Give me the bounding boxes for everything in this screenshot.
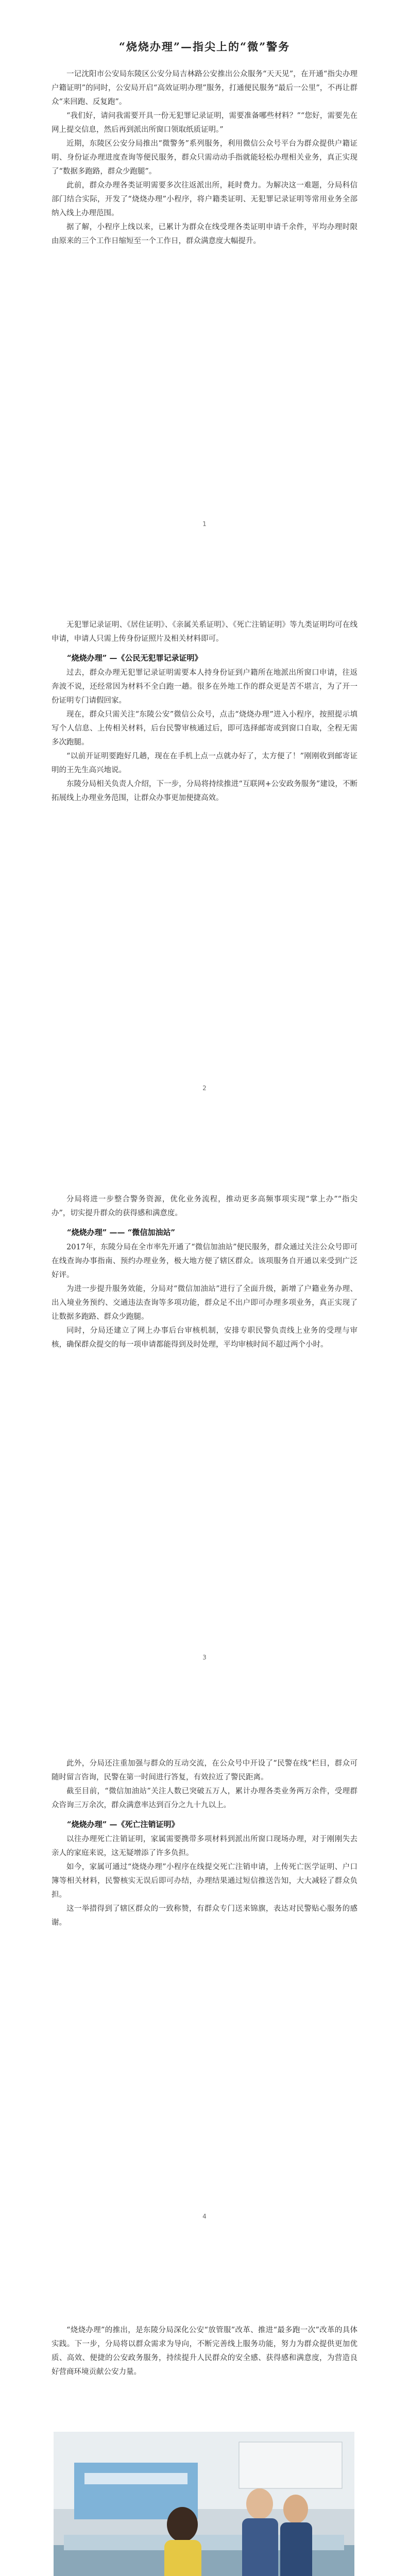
page-number: 3 (202, 1654, 207, 1661)
page-number: 2 (202, 1084, 207, 1092)
paragraph: 如今，家属可通过“烧烧办理”小程序在线提交死亡注销申请，上传死亡医学证明、户口簿等相关材料，民警核实无误后即可办结，办理结果通过短信推送告知，大大减轻了群众负担。 (52, 1863, 357, 1899)
page-3 (52, 1193, 357, 1352)
page-number: 4 (202, 2213, 207, 2220)
paragraph: “我们好，请问我需要开具一份无犯罪记录证明，需要准备哪些材料？”“您好，需要先在网上提交信息，然后再到派出所窗口领取纸质证明。” (52, 112, 357, 134)
paragraph: 同时，分局还建立了网上办事后台审核机制，安排专职民警负责线上业务的受理与审核，确保群众提交的每一项申请都能得到及时处理，平均审核时间不超过两个小时。 (52, 1327, 357, 1349)
paragraph: 分局将进一步整合警务资源，优化业务流程，推动更多高频事项实现“掌上办”“指尖办”，切实提升群众的获得感和满意度。 (52, 1195, 357, 1217)
paragraph: 近期，东陵区公安分局推出“微警务”系列服务，利用微信公众号平台为群众提供户籍证明、身份证办理进度查询等便民服务，群众只需动动手指就能轻松办理相关业务，真正实现了“数据多跑路，群众少跑腿”。 (52, 140, 357, 176)
paragraph: 这一举措得到了辖区群众的一致称赞，有群众专门送来锦旗，表达对民警贴心服务的感谢。 (52, 1905, 357, 1927)
paragraph: 为进一步提升服务效能，分局对“微信加油站”进行了全面升级，新增了户籍业务办理、出入境业务预约、交通违法查询等多项功能，群众足不出户即可办理多项业务，真正实现了让数据多跑路、群众少跑腿。 (52, 1285, 357, 1321)
paragraph: 截至目前，“微信加油站”关注人数已突破五万人，累计办理各类业务两万余件，受理群众咨询三万余次，群众满意率达到百分之九十九以上。 (52, 1787, 357, 1809)
paragraph: 一记沈阳市公安局东陵区公安分局吉林路公安推出公众服务“天天见”，在开通“指尖办理户籍证明”的同时，公安局开启“高效证明办理”服务，打通便民服务“最后一公里”，不再让群众“来回跑、反复跑”。 (52, 70, 357, 106)
paragraph: 过去，群众办理无犯罪记录证明需要本人持身份证到户籍所在地派出所窗口申请，往返奔波不说，还经常因为材料不全白跑一趟。很多在外地工作的群众更是苦不堪言，为了开一份证明专门请假回家。 (52, 669, 357, 705)
paragraph: 以往办理死亡注销证明，家属需要携带多项材料到派出所窗口现场办理，对于刚刚失去亲人的家庭来说，这无疑增添了许多负担。 (52, 1835, 357, 1857)
paragraph: 据了解，小程序上线以来，已累计为群众在线受理各类证明申请千余件，平均办理时限由原来的三个工作日缩短至一个工作日，群众满意度大幅提升。 (52, 223, 357, 245)
paragraph: “以前开证明要跑好几趟，现在在手机上点一点就办好了，太方便了！”刚刚收到邮寄证明的王先生高兴地说。 (52, 752, 357, 774)
page-number: 1 (202, 520, 207, 528)
section-heading: “烧烧办理” —— “微信加油站” (67, 1228, 175, 1237)
article-title: “烧烧办理”—指尖上的“微”警务 (118, 40, 291, 53)
paragraph: 此前，群众办理各类证明需要多次往返派出所，耗时费力。为解决这一难题，分局科信部门结合实际，开发了“烧烧办理”小程序，将户籍类证明、无犯罪记录证明等常用业务全部纳入线上办理范围。 (52, 181, 357, 217)
paragraph: “烧烧办理”的推出，是东陵分局深化公安“放管服”改革、推进“最多跑一次”改革的具体实践。下一步，分局将以群众需求为导向，不断完善线上服务功能，努力为群众提供更加优质、高效、便捷的公安政务服务，持续提升人民群众的安全感、获得感和满意度，为营造良好营商环境贡献公安力量。 (52, 2326, 357, 2376)
police-counter-photo (54, 2432, 354, 2576)
page-4 (52, 1757, 357, 1930)
page-2 (52, 618, 357, 805)
section-heading: “烧烧办理” —《公民无犯罪记录证明》 (67, 653, 202, 663)
paragraph: 2017年，东陵分局在全市率先开通了“微信加油站”便民服务，群众通过关注公众号即可在线查询办事指南、预约办理业务，极大地方便了辖区群众。该项服务自开通以来受到广泛好评。 (52, 1243, 357, 1279)
paragraph: 现在，群众只需关注“东陵公安”微信公众号，点击“烧烧办理”进入小程序，按照提示填写个人信息、上传相关材料，后台民警审核通过后，即可选择邮寄或到窗口自取，全程无需多次跑腿。 (52, 710, 357, 747)
paragraph: 无犯罪记录证明、《居住证明》、《亲属关系证明》、《死亡注销证明》等九类证明均可在线申请，申请人只需上传身份证照片及相关材料即可。 (52, 621, 357, 643)
section-heading: “烧烧办理” —《死亡注销证明》 (67, 1820, 179, 1829)
page-5 (52, 2324, 357, 2379)
paragraph: 东陵分局相关负责人介绍，下一步，分局将持续推进“互联网+公安政务服务”建设，不断拓展线上办理业务范围，让群众办事更加便捷高效。 (52, 780, 357, 802)
page-1 (52, 39, 357, 248)
paragraph: 此外，分局还注重加强与群众的互动交流，在公众号中开设了“民警在线”栏目，群众可随时留言咨询，民警在第一时间进行答复，有效拉近了警民距离。 (52, 1759, 357, 1782)
